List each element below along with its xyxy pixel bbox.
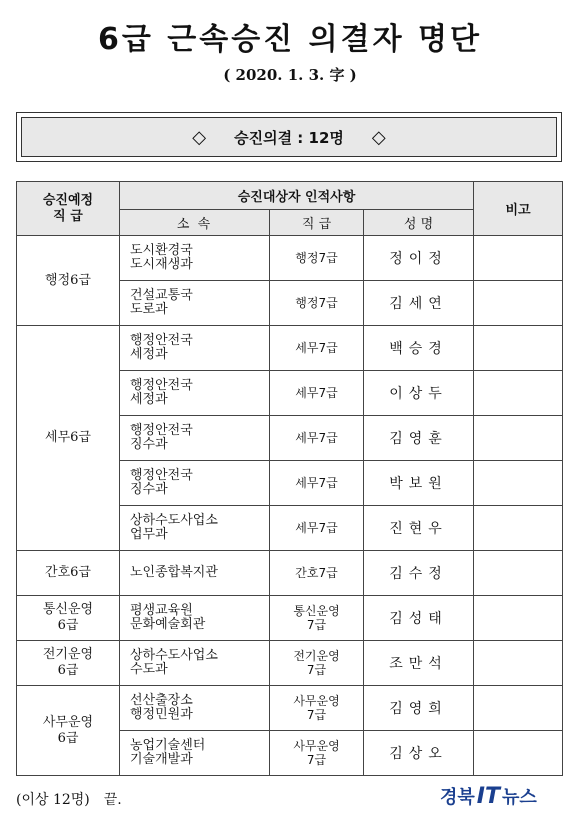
department-cell [120, 686, 270, 731]
diamond-right-icon: ◇ [371, 126, 386, 148]
grade-cell [270, 326, 364, 371]
name-cell: 김수정 [364, 551, 474, 596]
department-line: 세정과 [130, 392, 168, 407]
remarks-cell [474, 596, 563, 641]
name-cell: 김영희 [364, 686, 474, 731]
name-cell: 김상오 [364, 731, 474, 776]
brand-prefix: 경북 [440, 787, 475, 808]
remarks-cell [474, 416, 563, 461]
department-cell [120, 416, 270, 461]
remarks-row [474, 236, 563, 281]
header-grade: 직 급 [270, 210, 364, 236]
grade-line: 행정7급 [295, 296, 338, 310]
brand-logo [440, 783, 537, 809]
name-cell: 정이정 [364, 236, 474, 281]
promotion-position-cell [17, 326, 120, 551]
grade-cell [270, 506, 364, 551]
remarks-cell [474, 551, 563, 596]
department-cell [120, 236, 270, 281]
department-line: 행정안전국 [130, 423, 193, 438]
promotion-position-cell [17, 641, 120, 686]
grade-line: 7급 [306, 618, 327, 632]
remarks-cell [474, 236, 563, 281]
date-subtitle: ( 2020. 1. 3. 字 ) [223, 66, 357, 84]
department-cell [120, 371, 270, 416]
footer-end: 끝. [103, 792, 122, 808]
department-line: 행정안전국 [130, 468, 193, 483]
remarks-cell [474, 281, 563, 326]
department-line: 행정안전국 [130, 333, 193, 348]
promotion-position-line1: 전기운영 [42, 647, 94, 662]
table-row [17, 641, 474, 686]
promotion-position-line2: 6급 [57, 663, 79, 678]
promotion-position-line1: 간호6급 [45, 565, 91, 580]
name-cell: 진현우 [364, 506, 474, 551]
department-line: 농업기술센터 [130, 738, 206, 753]
remarks-row [474, 596, 563, 641]
table-row [17, 596, 474, 641]
department-line: 상하수도사업소 [130, 648, 218, 663]
promotion-table [16, 181, 474, 776]
name-cell: 이상두 [364, 371, 474, 416]
grade-line: 행정7급 [295, 251, 338, 265]
grade-cell [270, 686, 364, 731]
grade-cell [270, 281, 364, 326]
remarks-row [474, 326, 563, 371]
page-title: 6급 근속승진 의결자 명단 [97, 22, 482, 57]
department-line: 기술개발과 [130, 752, 193, 767]
grade-cell [270, 641, 364, 686]
grade-line: 간호7급 [295, 566, 338, 580]
brand-suffix: 뉴스 [501, 787, 537, 808]
table-body [17, 236, 474, 776]
table-row [17, 236, 474, 281]
brand-it: IT [476, 784, 500, 809]
header-promotion-position: 승진예정 직 급 [17, 182, 120, 236]
department-line: 행정민원과 [130, 707, 193, 722]
remarks-row [474, 551, 563, 596]
footer-count: (이상 12명) [16, 792, 90, 808]
grade-line: 사무운영 [293, 739, 340, 753]
grade-cell [270, 461, 364, 506]
grade-line: 세무7급 [295, 521, 338, 535]
table-row [17, 551, 474, 596]
grade-cell [270, 551, 364, 596]
diamond-left-icon: ◇ [192, 126, 207, 148]
name-cell: 백승경 [364, 326, 474, 371]
promotion-position-line1: 행정6급 [45, 272, 91, 288]
department-line: 상하수도사업소 [130, 513, 218, 528]
remarks-cell [474, 506, 563, 551]
grade-line: 7급 [306, 708, 327, 722]
remarks-row [474, 371, 563, 416]
remarks-row [474, 686, 563, 731]
promotion-position-cell [17, 551, 120, 596]
remarks-body [474, 236, 563, 776]
header-name: 성 명 [364, 210, 474, 236]
remarks-cell [474, 641, 563, 686]
summary-banner [16, 112, 562, 162]
name-cell: 김영훈 [364, 416, 474, 461]
department-line: 수도과 [130, 662, 168, 677]
department-line: 노인종합복지관 [130, 565, 218, 580]
department-line: 도로과 [130, 302, 168, 317]
grade-line: 통신운영 [293, 604, 340, 618]
department-cell [120, 326, 270, 371]
department-line: 문화예술회관 [130, 617, 206, 632]
remarks-cell [474, 686, 563, 731]
remarks-cell [474, 371, 563, 416]
department-line: 도시재생과 [130, 257, 193, 272]
remarks-row [474, 506, 563, 551]
remarks-row [474, 416, 563, 461]
department-cell [120, 461, 270, 506]
summary-banner-text: 승진의결 : 12명 [234, 128, 344, 147]
promotion-position-cell [17, 236, 120, 326]
promotion-position-line2: 6급 [57, 730, 79, 746]
department-line: 세정과 [130, 347, 168, 362]
grade-cell [270, 236, 364, 281]
remarks-row [474, 461, 563, 506]
department-line: 업무과 [130, 527, 168, 542]
department-cell [120, 281, 270, 326]
remarks-cell [474, 461, 563, 506]
department-cell [120, 551, 270, 596]
department-cell [120, 596, 270, 641]
name-cell: 조만석 [364, 641, 474, 686]
name-cell: 박보원 [364, 461, 474, 506]
footer-note [16, 789, 122, 809]
department-cell [120, 641, 270, 686]
remarks-cell [474, 326, 563, 371]
remarks-row [474, 731, 563, 776]
table-row [17, 326, 474, 371]
summary-banner-inner [21, 117, 557, 157]
remarks-column [473, 181, 563, 776]
department-line: 징수과 [130, 482, 168, 497]
grade-cell [270, 371, 364, 416]
department-cell [120, 731, 270, 776]
department-line: 도시환경국 [130, 243, 193, 258]
grade-cell [270, 596, 364, 641]
grade-line: 세무7급 [295, 341, 338, 355]
department-line: 평생교육원 [130, 603, 193, 618]
remarks-row [474, 641, 563, 686]
department-line: 건설교통국 [130, 288, 193, 303]
grade-line: 7급 [306, 753, 327, 767]
name-cell: 김세연 [364, 281, 474, 326]
promotion-position-line2: 6급 [57, 618, 79, 633]
grade-cell [270, 731, 364, 776]
department-line: 행정안전국 [130, 378, 193, 393]
name-cell: 김성태 [364, 596, 474, 641]
department-cell [120, 506, 270, 551]
promotion-position-cell [17, 596, 120, 641]
grade-line: 전기운영 [293, 649, 340, 663]
department-line: 선산출장소 [130, 693, 193, 708]
promotion-position-line1: 세무6급 [45, 430, 91, 445]
grade-line: 세무7급 [295, 386, 338, 400]
remarks-row [474, 281, 563, 326]
header-personnel-info: 승진대상자 인적사항 [120, 182, 474, 210]
remarks-cell [474, 731, 563, 776]
header-department: 소 속 [120, 210, 270, 236]
grade-line: 사무운영 [293, 694, 340, 708]
promotion-position-line1: 사무운영 [42, 714, 94, 730]
department-line: 징수과 [130, 437, 168, 452]
table-row [17, 686, 474, 731]
grade-cell [270, 416, 364, 461]
grade-line: 세무7급 [295, 431, 338, 445]
promotion-position-line1: 통신운영 [42, 602, 94, 617]
grade-line: 세무7급 [295, 476, 338, 490]
promotion-position-cell [17, 686, 120, 776]
grade-line: 7급 [306, 663, 327, 677]
header-remarks: 비고 [474, 182, 563, 236]
